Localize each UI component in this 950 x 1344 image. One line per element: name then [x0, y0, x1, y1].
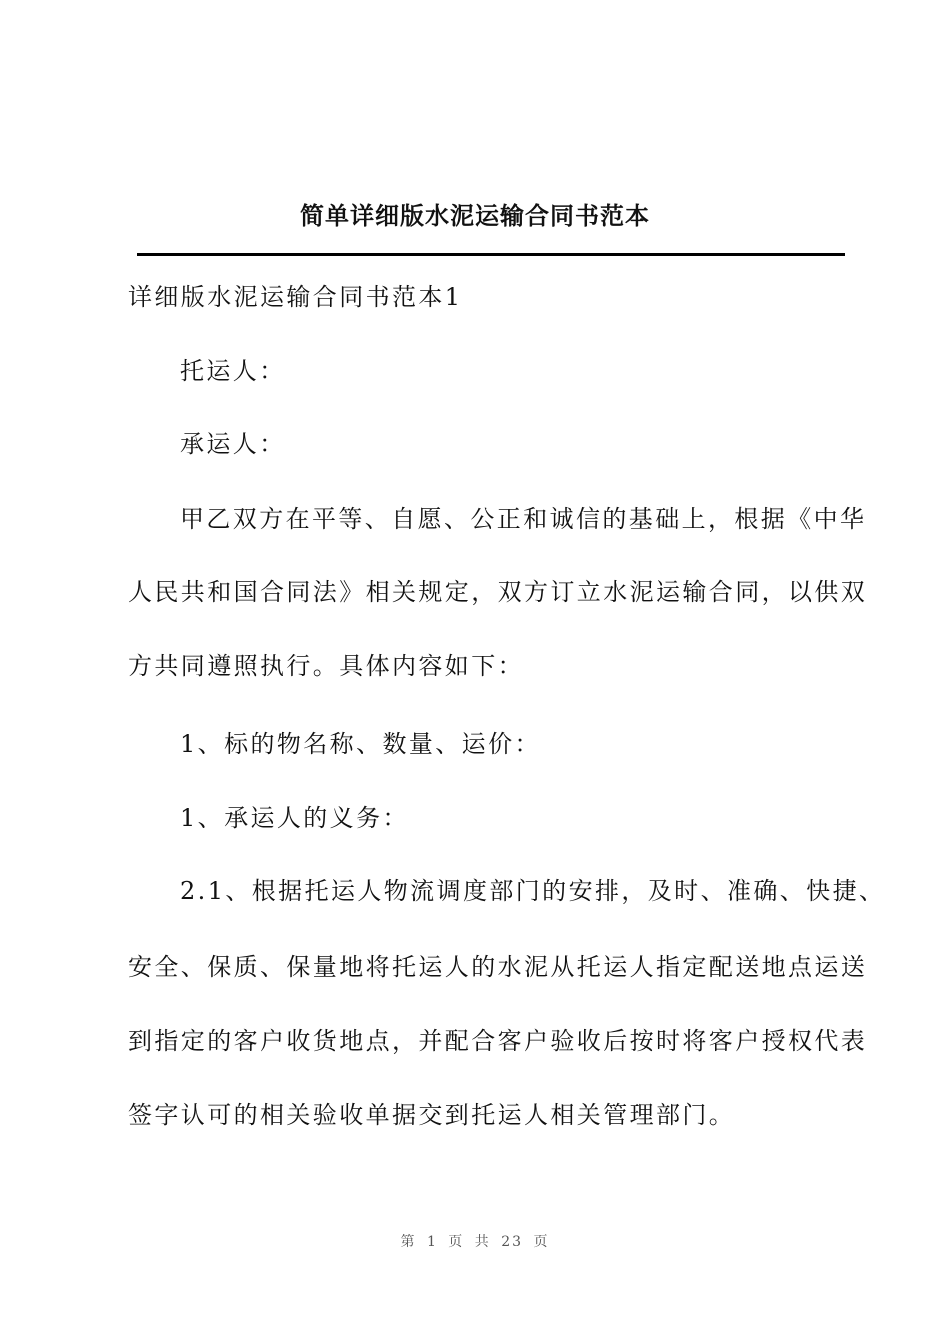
clause-line: 1、承运人的义务：: [180, 804, 409, 832]
document-title: 简单详细版水泥运输合同书范本: [300, 201, 650, 230]
clause-line: 2.1、根据托运人物流调度部门的安排，及时、准确、快捷、: [180, 877, 886, 905]
carrier-line: 承运人：: [180, 430, 286, 458]
title-divider: [137, 253, 845, 256]
clause-line: 到指定的客户收货地点，并配合客户验收后按时将客户授权代表: [128, 1027, 868, 1055]
section-heading: 详细版水泥运输合同书范本1: [128, 283, 463, 311]
page-number-footer: 第 1 页 共 23 页: [400, 1234, 550, 1250]
clause-line: 安全、保质、保量地将托运人的水泥从托运人指定配送地点运送: [128, 953, 868, 981]
clause-line: 签字认可的相关验收单据交到托运人相关管理部门。: [128, 1101, 736, 1129]
paragraph-line: 甲乙双方在平等、自愿、公正和诚信的基础上，根据《中华: [180, 505, 867, 533]
shipper-line: 托运人：: [180, 357, 286, 385]
paragraph-line: 人民共和国合同法》相关规定，双方订立水泥运输合同，以供双: [128, 578, 868, 606]
paragraph-line: 方共同遵照执行。具体内容如下：: [128, 652, 524, 680]
clause-line: 1、标的物名称、数量、运价：: [180, 730, 541, 758]
